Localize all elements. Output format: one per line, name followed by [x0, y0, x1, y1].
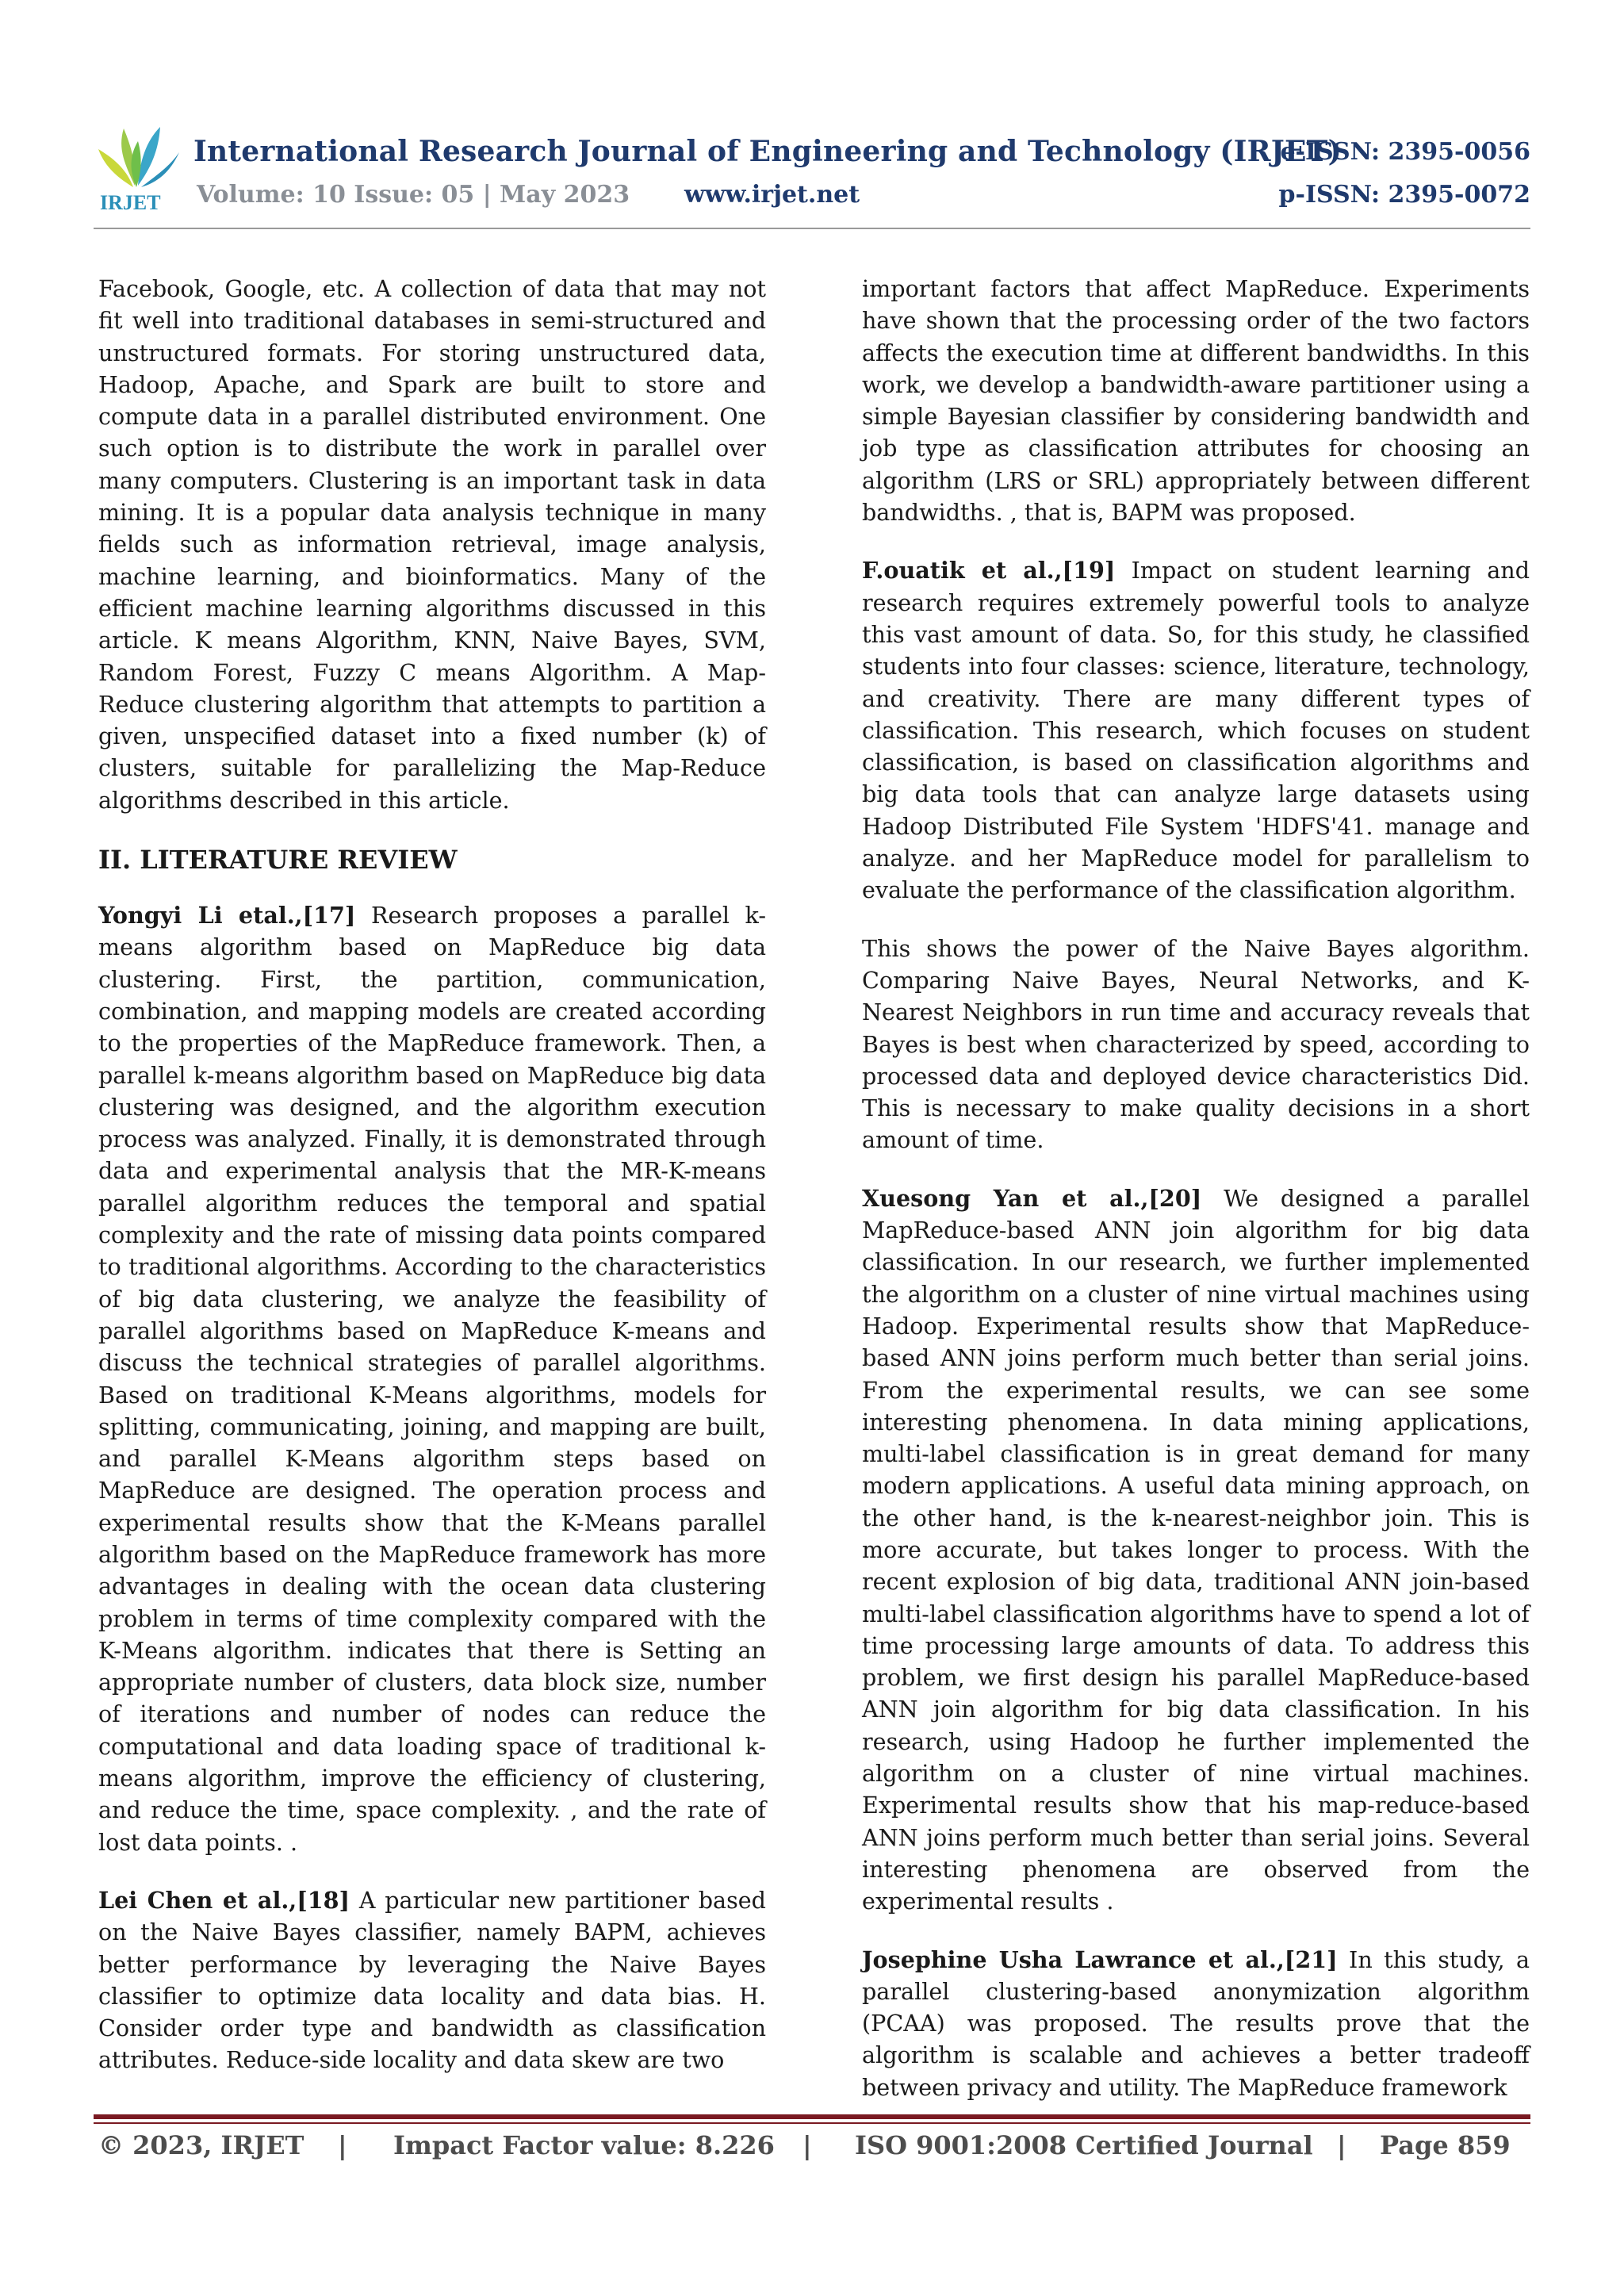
paragraph-text: Research proposes a parallel k-means algorithm based on MapReduce big data clustering. First, the partition, communication, combination, and mapping models are created according to the properties of the MapReduce framework. Then, a parallel k-means algorithm based on MapReduce big data clustering was designed, and the algorithm execution process was analyzed. Finally, it is demonstrated through data and experimental analysis that the MR-K-means parallel algorithm reduces the temporal and spatial complexity and the rate of missing data points compared to traditional algorithms. According to the characteristics of big data clustering, we analyze the feasibility of parallel algorithms based on MapReduce K-means and discuss the technical strategies of parallel algorithms. Based on traditional K-Means algorithms, models for splitting, communicating, joining, and mapping are built, and parallel K-Means algorithm steps based on MapReduce are designed. The operation process and experimental results show that the K-Means parallel algorithm based on the MapReduce framework has more advantages in dealing with the ocean data clustering problem in terms of time complexity compared with the K-Means algorithm. indicates that there is Setting an appropriate number of clusters, data block size, number of iterations and number of nodes can reduce the computational and data loading space of traditional k-means algorithm, improve the efficiency of clustering, and reduce the time, space complexity. , and the rate of lost data points. .: [98, 902, 766, 1856]
citation-author: Yongyi Li etal.,[17]: [98, 902, 356, 930]
header-divider: [94, 228, 1530, 229]
citation-author: Lei Chen et al.,[18]: [98, 1886, 350, 1914]
footer-divider-thin: [94, 2122, 1530, 2124]
citation-author: F.ouatik et al.,[19]: [862, 557, 1116, 585]
review-paragraph-21: [862, 1944, 1530, 2103]
paragraph-text: Impact on student learning and research requires extremely powerful tools to analyze this vast amount of data. So, for this study, he classified students into four classes: science, literature, technology, and creativity. There are many different types of classification. This research, which focuses on student classification, is based on classification algorithms and big data tools that can analyze large datasets using Hadoop Distributed File System 'HDFS'41. manage and analyze. and her MapReduce model for parallelism to evaluate the performance of the classification algorithm.: [862, 557, 1530, 904]
footer-separator: |: [338, 2130, 347, 2160]
section-heading: II. LITERATURE REVIEW: [98, 845, 458, 876]
volume-issue: Volume: 10 Issue: 05 | May 2023: [197, 181, 630, 209]
paragraph-text: A particular new partitioner based on the Naive Bayes classifier, namely BAPM, achieves better performance by leveraging the Naive Bayes classifier to optimize data locality and data bias. H. Consider order type and bandwidth as classification attributes. Reduce-side locality and data skew are two: [98, 1886, 766, 2074]
footer-separator: |: [1337, 2130, 1346, 2160]
journal-website-link[interactable]: www.irjet.net: [684, 181, 860, 209]
naive-bayes-paragraph: This shows the power of the Naive Bayes algorithm. Comparing Naive Bayes, Neural Networks, and K-Nearest Neighbors in run time and accuracy reveals that Bayes is best when characterized by speed, according to processed data and deployed device characteristics Did. This is necessary to make quality decisions in a short amount of time.: [862, 934, 1530, 1154]
review-paragraph-17: [98, 899, 766, 1858]
e-issn: e-ISSN: 2395-0056: [1280, 138, 1530, 166]
left-column: [98, 273, 766, 2102]
journal-title: International Research Journal of Engineering and Technology (IRJET): [193, 135, 1342, 168]
p-issn: p-ISSN: 2395-0072: [1278, 181, 1530, 209]
right-column: [862, 273, 1530, 2129]
citation-author: Josephine Usha Lawrance et al.,[21]: [862, 1945, 1338, 1973]
continued-paragraph: important factors that affect MapReduce. Experiments have shown that the processing order of the two factors affects the execution time at different bandwidths. In this work, we develop a bandwidth-aware partitioner using a simple Bayesian classifier by considering bandwidth and job type as classification attributes for choosing an algorithm (LRS or SRL) appropriately between different bandwidths. , that is, BAPM was proposed.: [862, 275, 1530, 527]
copyright: © 2023, IRJET: [98, 2130, 304, 2160]
review-paragraph-18: [98, 1884, 766, 2076]
iso-certification: ISO 9001:2008 Certified Journal: [855, 2130, 1313, 2160]
logo-text: IRJET: [100, 191, 161, 211]
intro-paragraph: Facebook, Google, etc. A collection of data that may not fit well into traditional databases in semi-structured and unstructured formats. For storing unstructured data, Hadoop, Apache, and Spark are built to store and compute data in a parallel distributed environment. One such option is to distribute the work in parallel over many computers. Clustering is an important task in data mining. It is a popular data analysis technique in many fields such as information retrieval, image analysis, machine learning, and bioinformatics. Many of the efficient machine learning algorithms discussed in this article. K means Algorithm, KNN, Naive Bayes, SVM, Random Forest, Fuzzy C means Algorithm. A Map-Reduce clustering algorithm that attempts to partition a given, unspecified dataset into a fixed number (k) of clusters, suitable for parallelizing the Map-Reduce algorithms described in this article.: [98, 275, 766, 814]
impact-factor: Impact Factor value: 8.226: [393, 2130, 775, 2160]
page-footer: [98, 2130, 1526, 2170]
irjet-logo: [94, 117, 182, 211]
review-paragraph-19: [862, 554, 1530, 906]
journal-header: [94, 117, 1530, 224]
footer-divider-thick: [94, 2114, 1530, 2119]
paragraph-text: We designed a parallel MapReduce-based ANN join algorithm for big data classification. In our research, we further implemented the algorithm on a cluster of nine virtual machines using Hadoop. Experimental results show that MapReduce-based ANN joins perform much better than serial joins. From the experimental results, we can see some interesting phenomena. In data mining applications, multi-label classification is in great demand for many modern applications. A useful data mining approach, on the other hand, is the k-nearest-neighbor join. This is more accurate, but takes longer to process. With the recent explosion of big data, traditional ANN join-based multi-label classification algorithms have to spend a lot of time processing large amounts of data. To address this problem, we first design his parallel MapReduce-based ANN join algorithm for big data classification. In his research, using Hadoop he further implemented the algorithm on a cluster of nine virtual machines. Experimental results show that his map-reduce-based ANN joins perform much better than serial joins. Several interesting phenomena are observed from the experimental results .: [862, 1184, 1530, 1915]
page-number: Page 859: [1380, 2130, 1511, 2160]
citation-author: Xuesong Yan et al.,[20]: [862, 1184, 1202, 1212]
paragraph-text: In this study, a parallel clustering-based anonymization algorithm (PCAA) was proposed. The results prove that the algorithm is scalable and achieves a better tradeoff between privacy and utility. The MapReduce framework: [862, 1945, 1530, 2101]
footer-separator: |: [802, 2130, 812, 2160]
review-paragraph-20: [862, 1182, 1530, 1918]
